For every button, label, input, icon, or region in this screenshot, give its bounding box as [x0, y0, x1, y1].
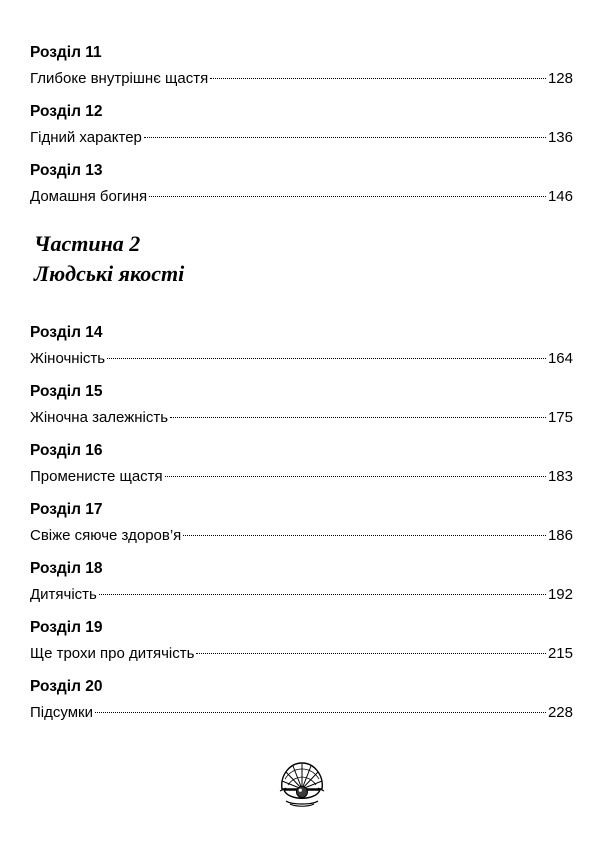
dot-leader	[144, 137, 546, 138]
toc-line[interactable]	[30, 467, 573, 487]
chapter-label: Розділ 12	[30, 103, 103, 120]
chapter-label: Розділ 18	[30, 560, 103, 577]
toc-line[interactable]	[30, 349, 573, 369]
toc-entry-chapter-15	[30, 382, 573, 428]
page-number: 128	[547, 70, 573, 87]
dot-leader	[95, 712, 546, 713]
dot-leader	[165, 476, 546, 477]
chapter-label: Розділ 14	[30, 324, 103, 341]
dot-leader	[170, 417, 546, 418]
part-title: Людські якості	[34, 261, 185, 286]
page-number: 146	[547, 188, 573, 205]
dot-leader	[107, 358, 546, 359]
page-number: 175	[547, 409, 573, 426]
chapter-title: Свіже сяюче здоров’я	[30, 527, 182, 544]
chapter-title: Жіночність	[30, 350, 106, 367]
table-of-contents	[30, 43, 573, 736]
chapter-title: Домашня богиня	[30, 188, 148, 205]
dot-leader	[149, 196, 546, 197]
chapter-label: Розділ 17	[30, 501, 103, 518]
page-number: 228	[547, 704, 573, 721]
chapter-label: Розділ 20	[30, 678, 103, 695]
toc-line[interactable]	[30, 187, 573, 207]
chapter-title: Променисте щастя	[30, 468, 163, 485]
chapter-title: Дитячість	[30, 586, 97, 603]
toc-line[interactable]	[30, 69, 573, 89]
chapter-label: Розділ 13	[30, 162, 103, 179]
chapter-title: Жіночна залежність	[30, 409, 169, 426]
part-heading	[30, 229, 573, 289]
chapter-label: Розділ 19	[30, 619, 103, 636]
chapter-label: Розділ 16	[30, 442, 103, 459]
seashell-pearl-icon	[276, 757, 328, 809]
toc-entry-chapter-11	[30, 43, 573, 89]
page-number: 164	[547, 350, 573, 367]
toc-entry-chapter-18	[30, 559, 573, 605]
toc-entry-chapter-13	[30, 161, 573, 207]
page-number: 183	[547, 468, 573, 485]
chapter-label: Розділ 15	[30, 383, 103, 400]
chapter-title: Глибоке внутрішнє щастя	[30, 70, 209, 87]
page-number: 192	[547, 586, 573, 603]
dot-leader	[210, 78, 546, 79]
dot-leader	[99, 594, 546, 595]
page-number: 186	[547, 527, 573, 544]
dot-leader	[183, 535, 546, 536]
page-number: 215	[547, 645, 573, 662]
toc-entry-chapter-12	[30, 102, 573, 148]
toc-line[interactable]	[30, 526, 573, 546]
toc-entry-chapter-14	[30, 323, 573, 369]
toc-entry-chapter-20	[30, 677, 573, 723]
chapter-title: Гідний характер	[30, 129, 142, 146]
toc-entry-chapter-17	[30, 500, 573, 546]
toc-entry-chapter-16	[30, 441, 573, 487]
part-label: Частина 2	[34, 231, 141, 256]
page-number: 136	[547, 129, 573, 146]
dot-leader	[196, 653, 546, 654]
toc-line[interactable]	[30, 585, 573, 605]
toc-line[interactable]	[30, 128, 573, 148]
toc-line[interactable]	[30, 703, 573, 723]
toc-entry-chapter-19	[30, 618, 573, 664]
chapter-label: Розділ 11	[30, 44, 102, 61]
chapter-title: Підсумки	[30, 704, 93, 721]
toc-line[interactable]	[30, 408, 573, 428]
toc-line[interactable]	[30, 644, 573, 664]
chapter-title: Ще трохи про дитячість	[30, 645, 195, 662]
